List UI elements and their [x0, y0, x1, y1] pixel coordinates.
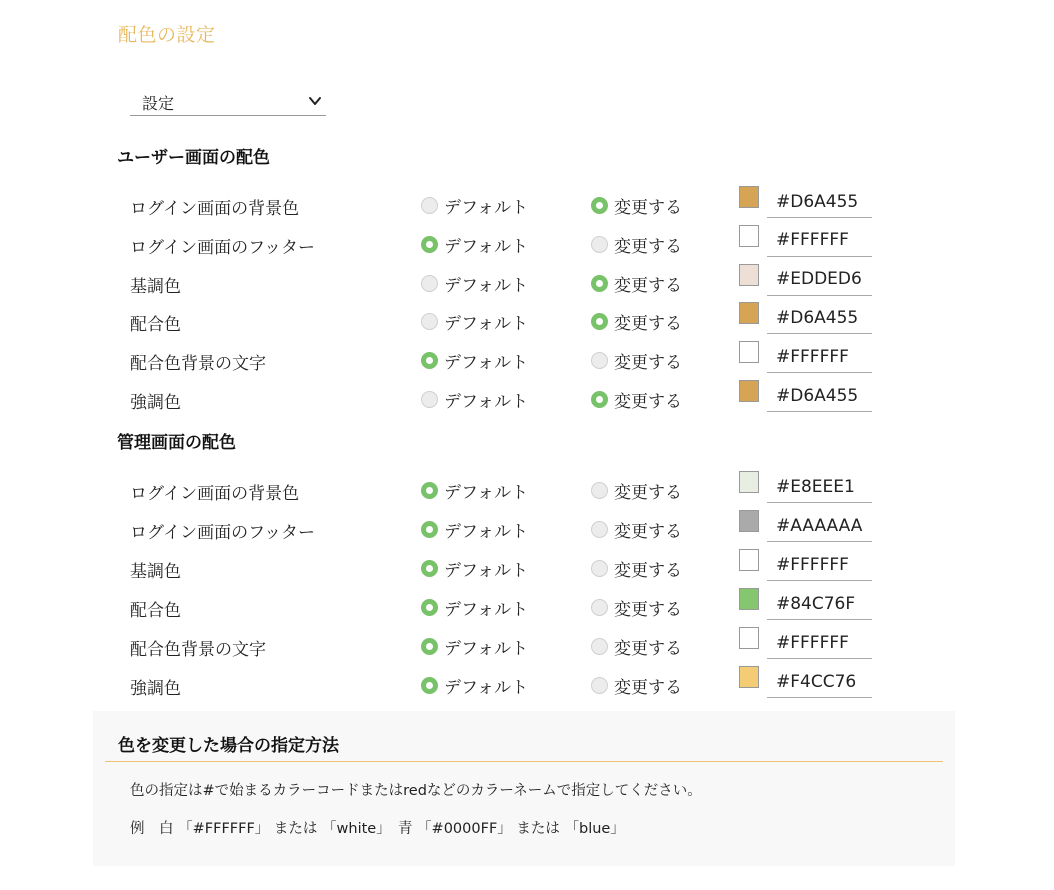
- color-code-input[interactable]: [767, 302, 872, 334]
- color-swatch[interactable]: [739, 341, 759, 363]
- radio-unchecked-icon[interactable]: [421, 313, 438, 330]
- radio-default-option[interactable]: [421, 517, 528, 542]
- color-setting-label: 強調色: [130, 679, 181, 699]
- radio-change-label: 変更する: [614, 314, 682, 335]
- radio-change-label: 変更する: [614, 353, 682, 374]
- radio-change-option[interactable]: [591, 673, 682, 698]
- color-setting-row: [0, 301, 1054, 340]
- color-setting-label: 基調色: [130, 562, 181, 582]
- color-swatch[interactable]: [739, 380, 759, 402]
- radio-checked-icon[interactable]: [421, 560, 438, 577]
- settings-select[interactable]: [130, 86, 326, 116]
- radio-checked-icon[interactable]: [421, 677, 438, 694]
- radio-change-option[interactable]: [591, 232, 682, 257]
- color-setting-label: ログイン画面の背景色: [130, 484, 300, 504]
- radio-default-label: デフォルト: [444, 522, 529, 542]
- radio-default-label: デフォルト: [444, 392, 529, 412]
- radio-change-option[interactable]: [591, 556, 682, 581]
- radio-change-label: 変更する: [614, 600, 682, 620]
- color-setting-row: [0, 340, 1054, 379]
- color-code-input[interactable]: [767, 186, 872, 218]
- radio-unchecked-icon[interactable]: [591, 352, 608, 369]
- radio-change-option[interactable]: [591, 595, 682, 620]
- radio-change-option[interactable]: [591, 478, 682, 503]
- help-text-example: 例 白 「#FFFFFF」 または 「white」 青 「#0000FF」 または 「blue」: [130, 821, 625, 837]
- radio-default-option[interactable]: [421, 193, 528, 218]
- radio-default-label: デフォルト: [444, 275, 529, 296]
- settings-select-value: 設定: [142, 94, 175, 113]
- radio-unchecked-icon[interactable]: [591, 560, 608, 577]
- color-code-input[interactable]: [767, 341, 872, 373]
- color-swatch[interactable]: [739, 225, 759, 247]
- radio-change-label: 変更する: [614, 483, 682, 503]
- radio-unchecked-icon[interactable]: [591, 638, 608, 655]
- radio-change-label: 変更する: [614, 275, 682, 296]
- color-code-input[interactable]: [767, 380, 872, 412]
- help-box: [93, 711, 955, 866]
- radio-checked-icon[interactable]: [421, 638, 438, 655]
- radio-default-option[interactable]: [421, 634, 528, 659]
- radio-default-option[interactable]: [421, 673, 528, 698]
- help-divider: [105, 761, 943, 762]
- color-code-input[interactable]: [767, 471, 872, 503]
- radio-checked-icon[interactable]: [421, 236, 438, 253]
- radio-default-label: デフォルト: [444, 198, 529, 218]
- color-code-input[interactable]: [767, 510, 872, 542]
- radio-default-option[interactable]: [421, 478, 528, 503]
- radio-change-option[interactable]: [591, 193, 682, 218]
- radio-change-option[interactable]: [591, 517, 682, 542]
- radio-default-option[interactable]: [421, 232, 528, 257]
- radio-change-label: 変更する: [614, 522, 682, 542]
- user-section-heading: ユーザー画面の配色: [117, 148, 270, 168]
- radio-checked-icon[interactable]: [591, 275, 608, 292]
- color-code-input[interactable]: [767, 549, 872, 581]
- color-swatch[interactable]: [739, 627, 759, 649]
- radio-unchecked-icon[interactable]: [591, 521, 608, 538]
- radio-change-option[interactable]: [591, 387, 682, 412]
- admin-section-heading: 管理画面の配色: [117, 433, 236, 453]
- color-setting-row: [0, 548, 1054, 587]
- color-setting-row: [0, 626, 1054, 665]
- radio-checked-icon[interactable]: [421, 599, 438, 616]
- color-swatch[interactable]: [739, 666, 759, 688]
- color-swatch[interactable]: [739, 186, 759, 208]
- color-code-input[interactable]: [767, 666, 872, 698]
- radio-change-label: 変更する: [614, 639, 682, 659]
- color-setting-row: [0, 470, 1054, 509]
- color-setting-label: 配合色背景の文字: [130, 354, 266, 375]
- color-setting-label: 配合色背景の文字: [130, 640, 266, 660]
- color-swatch[interactable]: [739, 302, 759, 324]
- radio-change-label: 変更する: [614, 198, 682, 218]
- color-setting-label: 基調色: [130, 276, 181, 297]
- radio-unchecked-icon[interactable]: [421, 275, 438, 292]
- radio-change-label: 変更する: [614, 392, 682, 412]
- radio-checked-icon[interactable]: [591, 313, 608, 330]
- color-setting-row: [0, 185, 1054, 224]
- color-setting-label: 強調色: [130, 393, 181, 413]
- help-text-line-1: 色の指定は#で始まるカラーコードまたはredなどのカラーネームで指定してください。: [130, 783, 702, 799]
- chevron-down-icon: [308, 94, 322, 108]
- radio-default-option[interactable]: [421, 271, 528, 296]
- color-setting-row: [0, 379, 1054, 418]
- radio-default-label: デフォルト: [444, 314, 529, 335]
- color-swatch[interactable]: [739, 471, 759, 493]
- color-setting-row: [0, 509, 1054, 548]
- color-setting-label: ログイン画面の背景色: [130, 199, 300, 219]
- radio-unchecked-icon[interactable]: [591, 599, 608, 616]
- page-title: 配色の設定: [118, 24, 216, 46]
- radio-change-label: 変更する: [614, 236, 682, 257]
- color-setting-label: ログイン画面のフッター: [130, 523, 315, 543]
- radio-default-label: デフォルト: [444, 561, 529, 581]
- color-setting-row: [0, 224, 1054, 263]
- help-title: 色を変更した場合の指定方法: [118, 736, 339, 756]
- color-swatch[interactable]: [739, 264, 759, 286]
- color-setting-label: 配合色: [130, 315, 181, 336]
- radio-default-option[interactable]: [421, 309, 528, 334]
- radio-change-option[interactable]: [591, 309, 682, 334]
- radio-default-option[interactable]: [421, 595, 528, 620]
- radio-checked-icon[interactable]: [421, 482, 438, 499]
- radio-default-option[interactable]: [421, 387, 528, 412]
- radio-change-option[interactable]: [591, 348, 682, 373]
- radio-unchecked-icon[interactable]: [421, 391, 438, 408]
- radio-default-option[interactable]: [421, 348, 528, 373]
- color-setting-row: [0, 587, 1054, 626]
- radio-unchecked-icon[interactable]: [421, 197, 438, 214]
- color-code-input[interactable]: [767, 588, 872, 620]
- radio-unchecked-icon[interactable]: [591, 482, 608, 499]
- radio-checked-icon[interactable]: [421, 352, 438, 369]
- color-swatch[interactable]: [739, 549, 759, 571]
- color-code-input[interactable]: [767, 264, 872, 296]
- radio-unchecked-icon[interactable]: [591, 236, 608, 253]
- color-code-input[interactable]: [767, 627, 872, 659]
- color-code-input[interactable]: [767, 225, 872, 257]
- radio-default-label: デフォルト: [444, 483, 529, 503]
- radio-change-label: 変更する: [614, 678, 682, 698]
- radio-default-option[interactable]: [421, 556, 528, 581]
- color-swatch[interactable]: [739, 588, 759, 610]
- radio-checked-icon[interactable]: [421, 521, 438, 538]
- radio-default-label: デフォルト: [444, 600, 529, 620]
- radio-default-label: デフォルト: [444, 236, 529, 257]
- radio-default-label: デフォルト: [444, 678, 529, 698]
- radio-change-label: 変更する: [614, 561, 682, 581]
- color-setting-label: 配合色: [130, 601, 181, 621]
- radio-change-option[interactable]: [591, 634, 682, 659]
- radio-default-label: デフォルト: [444, 353, 529, 374]
- color-setting-row: [0, 263, 1054, 302]
- radio-default-label: デフォルト: [444, 639, 529, 659]
- radio-checked-icon[interactable]: [591, 391, 608, 408]
- radio-checked-icon[interactable]: [591, 197, 608, 214]
- radio-change-option[interactable]: [591, 271, 682, 296]
- color-setting-row: [0, 665, 1054, 704]
- color-setting-label: ログイン画面のフッター: [130, 237, 315, 258]
- radio-unchecked-icon[interactable]: [591, 677, 608, 694]
- color-swatch[interactable]: [739, 510, 759, 532]
